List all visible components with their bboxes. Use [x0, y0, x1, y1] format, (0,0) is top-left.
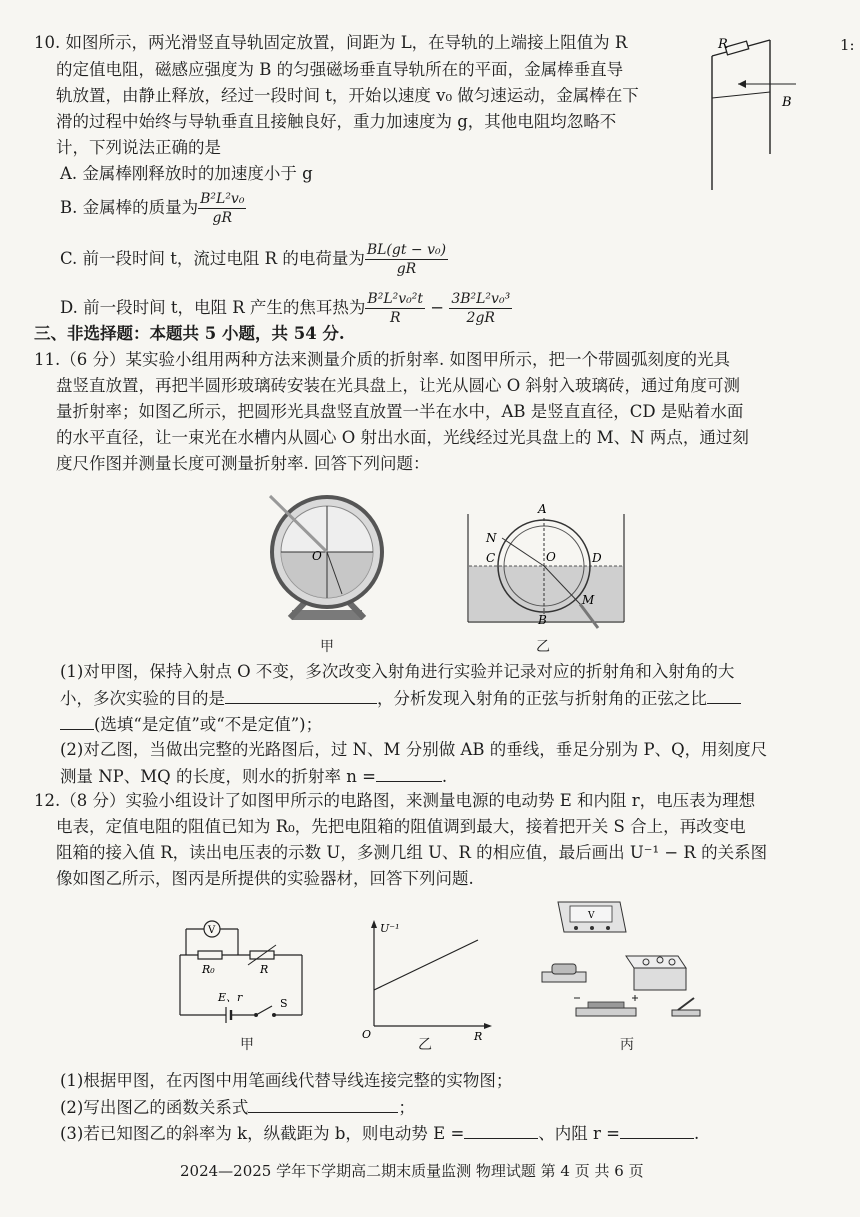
q10-option-a: A. 金属棒刚释放时的加速度小于 g: [60, 164, 313, 183]
q11-blank-n[interactable]: [376, 765, 442, 782]
q12-p3-text-b: 、内阻 r =: [538, 1124, 620, 1143]
q10-line-5: 计，下列说法正确的是: [56, 138, 221, 157]
circuit-switch-blade: [256, 1006, 272, 1015]
q10-line-1: 10. 如图所示，两光滑竖直导轨固定放置，间距为 L，在导轨的上端接上阻值为 R: [34, 33, 628, 52]
section-3-heading: 三、非选择题：本题共 5 小题，共 54 分.: [34, 324, 345, 343]
q11-p1-text-a: 小，多次实验的目的是: [60, 689, 225, 708]
q12-line-4: 像如图乙所示，图丙是所提供的实验器材，回答下列问题.: [56, 869, 474, 888]
q12-blank-function[interactable]: [248, 1096, 398, 1113]
q12-line-1: 12.（8 分）实验小组设计了如图甲所示的电路图，来测量电源的电动势 E 和内阻 r，电压表为理想: [34, 791, 756, 810]
q10-line-4: 滑的过程中始终与导轨垂直且接触良好，重力加速度为 g，其他电阻均忽略不: [56, 112, 617, 131]
q12-fig-bing-caption: 丙: [620, 1037, 634, 1053]
yi-label-c: C: [486, 551, 496, 565]
q12-apparatus: [536, 898, 716, 1038]
q12-p2-text-b: ；: [398, 1098, 415, 1117]
resistor-body: [552, 964, 576, 974]
q11-line-4: 的水平直径，让一束光在水槽内从圆心 O 射出水面，光线经过光具盘上的 M、N 两点，通过刻: [56, 428, 749, 447]
q10-option-b-den: gR: [212, 210, 233, 226]
q12-fig-yi-caption: 乙: [418, 1037, 432, 1053]
q10-option-b-prefix: B. 金属棒的质量为: [60, 198, 199, 217]
q10-option-d-den-2: 2gR: [466, 310, 495, 326]
q10-option-d-prefix: D. 前一段时间 t，电阻 R 产生的焦耳热为: [60, 298, 366, 317]
q10-option-c-prefix: C. 前一段时间 t，流过电阻 R 的电荷量为: [60, 249, 365, 268]
q10-option-d: [60, 290, 512, 327]
q12-p1: (1)根据甲图，在丙图中用笔画线代替导线连接完整的实物图；: [60, 1071, 513, 1090]
circuit-r0: [198, 951, 222, 959]
q10-option-c-fraction: [365, 241, 448, 278]
q11-figure-jia: [262, 490, 392, 630]
q11-p2-line-2: [60, 765, 447, 788]
voltmeter-terminal-1: [574, 926, 578, 930]
q10-line-2: 的定值电阻，磁感应强度为 B 的匀强磁场垂直导轨所在的平面，金属棒垂直导: [56, 60, 624, 79]
q11-fig-jia-caption: 甲: [320, 639, 334, 655]
graph-xlabel: R: [474, 1030, 483, 1043]
battery-base: [576, 1008, 636, 1016]
circuit-r-label: R: [260, 963, 269, 976]
q11-figure-yi: [466, 500, 636, 635]
q11-line-1: 11.（6 分）某实验小组用两种方法来测量介质的折射率. 如图甲所示，把一个带圆弧刻度的光具: [34, 350, 730, 369]
q12-graph: [356, 918, 496, 1043]
q10-option-d-num-2: 3B²L²v₀³: [451, 291, 511, 307]
q12-line-2: 电表，定值电阻的阻值已知为 R₀，先把电阻箱的阻值调到最大，接着把开关 S 合上，再改变电: [56, 817, 746, 836]
q10-label-r: R: [718, 37, 728, 52]
q12-line-3: 阻箱的接入值 R，读出电压表的示数 U，多测几组 U、R 的相应值，最后画出 U⁻¹ − R 的关系图: [56, 843, 768, 862]
jia-label-o: O: [312, 549, 322, 563]
q10-option-d-fraction-2: [449, 290, 512, 327]
edge-mark: 1:: [840, 36, 855, 54]
yi-label-o: O: [546, 550, 556, 564]
res-box-top: [626, 956, 686, 968]
voltmeter-terminal-3: [606, 926, 610, 930]
yi-label-n: N: [486, 531, 497, 545]
switch-base: [672, 1010, 700, 1016]
q11-fig-yi-caption: 乙: [536, 639, 550, 655]
q11-blank-purpose[interactable]: [225, 687, 377, 704]
circuit-er-label: E、r: [218, 991, 243, 1004]
q12-p3-text-a: (3)若已知图乙的斜率为 k，纵截距为 b，则电动势 E =: [60, 1124, 465, 1143]
res-box-front: [634, 968, 686, 990]
yi-label-b: B: [538, 613, 547, 627]
q11-p1-text-b: ，分析发现入射角的正弦与折射角的正弦之比: [377, 689, 707, 708]
q10-option-b-fraction: [198, 190, 246, 227]
q10-option-d-den-1: R: [389, 310, 401, 326]
q10-option-c-num: BL(gt − v₀): [366, 242, 447, 258]
fixed-resistor-device: [542, 964, 586, 982]
yi-ray-to-n: [502, 538, 544, 566]
switch-lever: [678, 998, 694, 1010]
circuit-r0-label: R₀: [202, 963, 215, 976]
q12-fig-jia-caption: 甲: [240, 1037, 254, 1053]
circuit-voltmeter-label: V: [208, 925, 216, 936]
battery-device: [574, 995, 638, 1016]
graph-y-arrow: [371, 920, 377, 928]
q12-p2: [60, 1096, 415, 1119]
q11-blank-ratio-a[interactable]: [707, 687, 741, 704]
q12-p3-text-c: .: [694, 1124, 700, 1143]
q10-resistor: [725, 41, 748, 55]
q12-p3: [60, 1122, 699, 1145]
q10-rod: [712, 92, 770, 98]
circuit-s-label: S: [280, 997, 288, 1010]
q11-p1-text-c: (选填“是定值”或“不是定值”)；: [94, 715, 323, 734]
voltmeter-face-label: V: [588, 911, 595, 921]
q11-p2-text-a: 测量 NP、MQ 的长度，则水的折射率 n =: [60, 767, 376, 786]
q11-line-3: 量折射率；如图乙所示，把圆形光具盘竖直放置一半在水中，AB 是竖直直径，CD 是贴着水面: [56, 402, 744, 421]
page-footer: 2024—2025 学年下学期高二期末质量监测 物理试题 第 4 页 共 6 页: [180, 1162, 644, 1180]
q12-blank-internal-r[interactable]: [620, 1122, 694, 1139]
jia-stand-base: [292, 610, 362, 620]
q11-line-2: 盘竖直放置，再把半圆形玻璃砖安装在光具盘上，让光从圆心 O 斜射入玻璃砖，通过角度可测: [56, 376, 741, 395]
q10-option-c-den: gR: [396, 261, 417, 277]
q11-p1-line-3: [60, 713, 322, 736]
q11-blank-ratio-b[interactable]: [60, 713, 94, 730]
yi-label-d: D: [592, 551, 602, 565]
q10-rail-figure: [700, 34, 810, 194]
graph-origin: O: [362, 1028, 372, 1041]
q11-p2-line-1: (2)对乙图，当做出完整的光路图后，过 N、M 分别做 AB 的垂线，垂足分别为 P、Q，用刻度尺: [60, 740, 768, 759]
switch-device: [672, 998, 700, 1016]
voltmeter-terminal-2: [590, 926, 594, 930]
graph-x-arrow: [484, 1023, 492, 1029]
circuit-r-arrow: [248, 945, 276, 965]
yi-label-a: A: [538, 502, 547, 516]
q10-option-d-fraction-1: [365, 290, 425, 327]
q10-option-b: [60, 190, 246, 227]
yi-label-m: M: [582, 593, 595, 607]
q11-p1-line-1: (1)对甲图，保持入射点 O 不变，多次改变入射角进行实验并记录对应的折射角和入射角的大: [60, 662, 735, 681]
q10-option-d-minus: −: [430, 298, 445, 317]
q11-line-5: 度尺作图并测量长度可测量折射率. 回答下列问题：: [56, 454, 430, 473]
voltmeter-device: [558, 902, 626, 932]
q10-line-3: 轨放置，由静止释放，经过一段时间 t，开始以速度 v₀ 做匀速运动，金属棒在下: [56, 86, 639, 105]
q12-p2-text-a: (2)写出图乙的函数关系式: [60, 1098, 249, 1117]
q11-p1-line-2: [60, 687, 741, 710]
q12-circuit-diagram: [176, 915, 316, 1035]
q10-option-c: [60, 241, 448, 278]
graph-line: [374, 940, 478, 990]
q10-label-b: B: [782, 95, 792, 110]
resistance-box-device: [626, 956, 686, 990]
q12-blank-emf[interactable]: [464, 1122, 538, 1139]
graph-ylabel: U⁻¹: [380, 922, 400, 935]
battery-cell: [588, 1002, 624, 1008]
q10-field-arrow: [738, 80, 746, 88]
q10-option-d-num-1: B²L²v₀²t: [367, 291, 423, 307]
q11-p2-text-b: .: [441, 767, 448, 786]
q10-option-b-num: B²L²v₀: [200, 191, 245, 207]
